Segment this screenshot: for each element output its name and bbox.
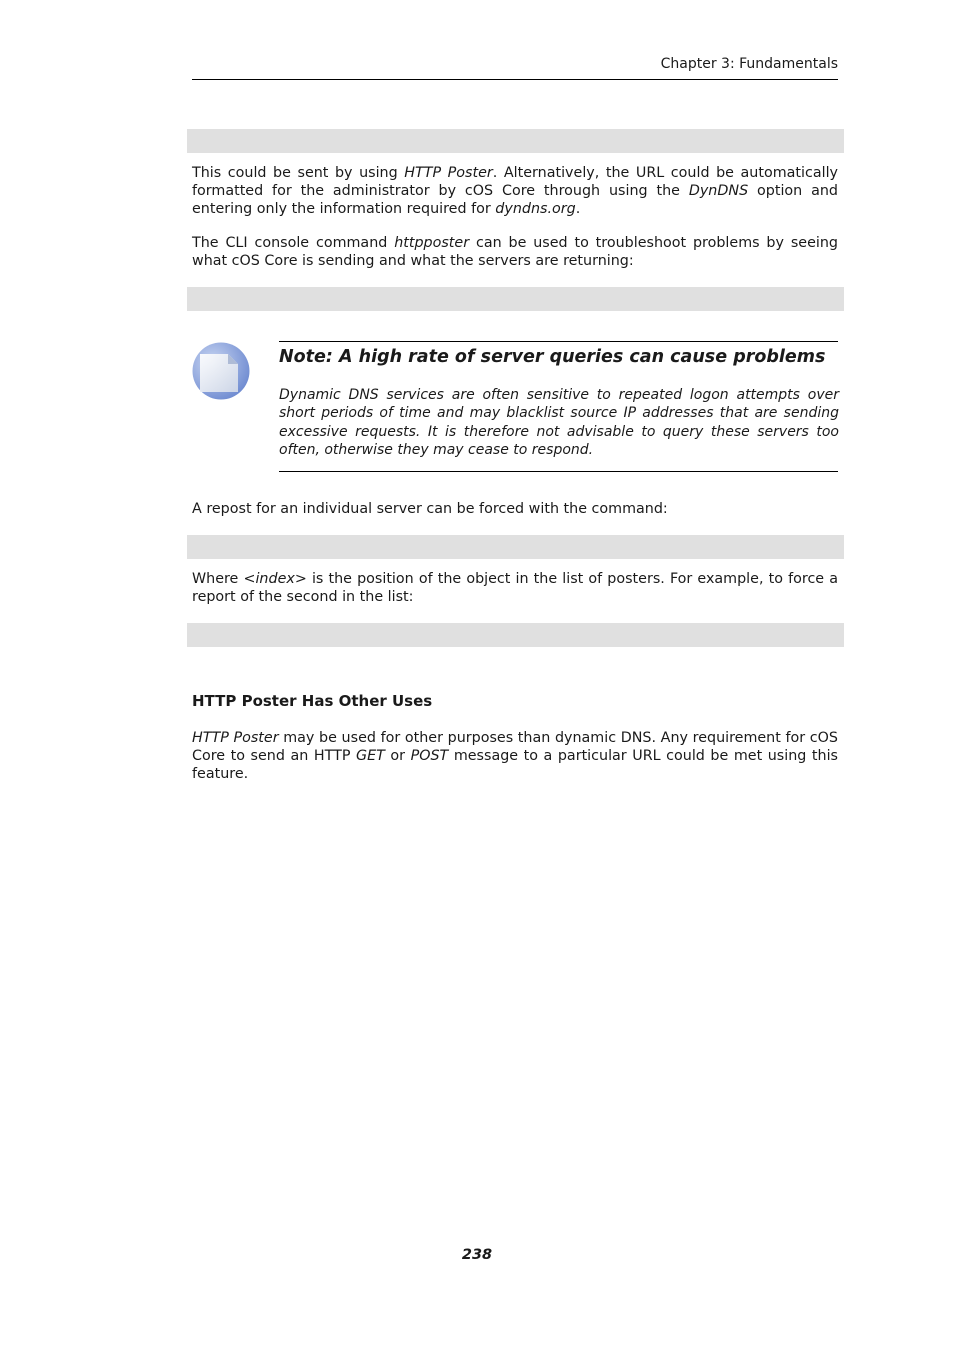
note-body: Dynamic DNS services are often sensitive to repeated logon attempts over short periods of time and may blacklist source IP addresses that are sending excessive requests. It is therefore not advisable to query these servers too often, otherwise they may cease to respond. bbox=[279, 387, 839, 458]
code-block bbox=[187, 623, 844, 647]
paragraph-other-uses: HTTP Poster may be used for other purposes than dynamic DNS. Any requirement for cOS Core to send an HTTP GET or POST message to a particular URL could be met using this feature. bbox=[192, 730, 838, 783]
code-block bbox=[187, 535, 844, 559]
note-title: Note: A high rate of server queries can cause problems bbox=[279, 347, 826, 367]
paragraph-cli-command: The CLI console command httpposter can be used to troubleshoot problems by seeing what cOS Core is sending and what the servers are returning: bbox=[192, 235, 838, 270]
running-header: Chapter 3: Fundamentals bbox=[660, 56, 838, 72]
note-page-icon bbox=[192, 342, 250, 400]
code-block bbox=[187, 287, 844, 311]
paragraph-http-poster: This could be sent by using HTTP Poster. Alternatively, the URL could be automatically formatted for the administrator by cOS Core through using the DynDNS option and entering only the information required for dyndns.org. bbox=[192, 165, 838, 218]
header-rule bbox=[192, 79, 838, 80]
section-heading: HTTP Poster Has Other Uses bbox=[192, 692, 433, 710]
paragraph-repost: A repost for an individual server can be forced with the command: bbox=[192, 501, 668, 517]
note-bottom-rule bbox=[279, 471, 838, 472]
paragraph-index: Where <index> is the position of the object in the list of posters. For example, to force a report of the second in the list: bbox=[192, 571, 838, 606]
note-top-rule bbox=[279, 341, 838, 342]
code-block bbox=[187, 129, 844, 153]
page-number: 238 bbox=[461, 1247, 493, 1263]
